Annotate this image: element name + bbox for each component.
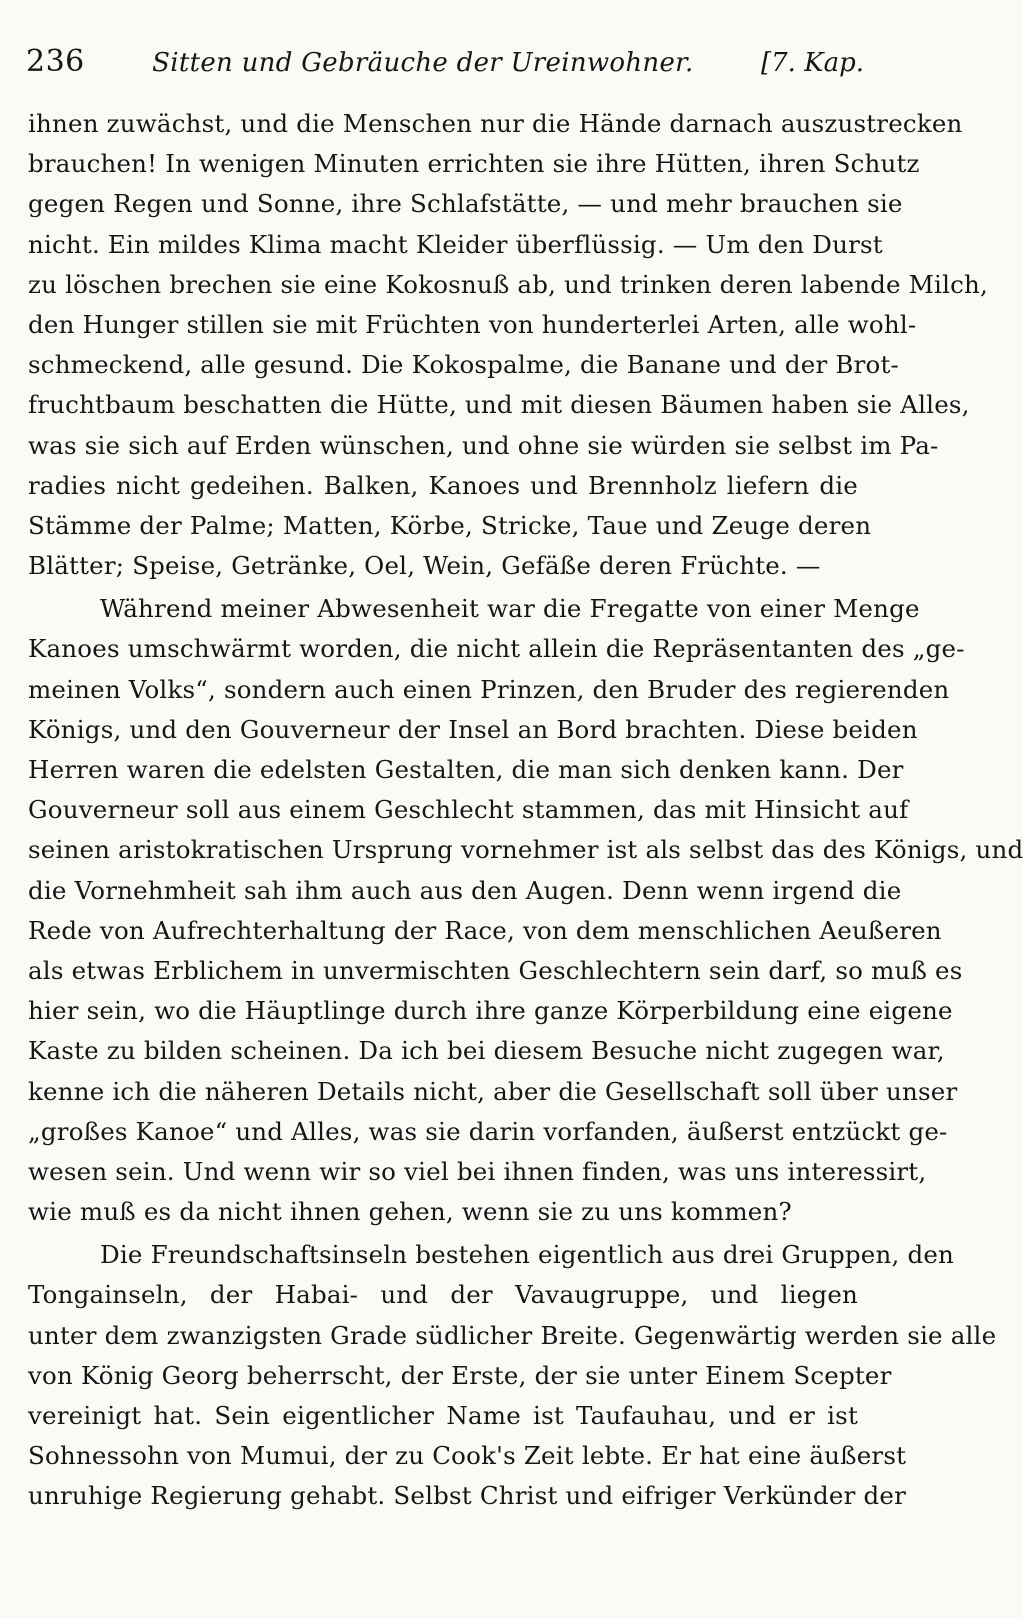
page-number: 236: [26, 44, 85, 79]
text-line: Kaste zu bilden scheinen. Da ich bei diesem Besuche nicht zugegen war,: [28, 1036, 945, 1066]
text-line: zu löschen brechen sie eine Kokosnuß ab, und trinken deren labende Milch,: [28, 269, 988, 299]
text-line: Tongainseln, der Habai- und der Vavaugruppe, und liegen: [28, 1280, 858, 1310]
text-line: ihnen zuwächst, und die Menschen nur die Hände darnach auszustrecken: [28, 109, 963, 138]
page-header: [26, 44, 864, 88]
body-text: [28, 104, 1023, 1517]
text-line: Herren waren die edelsten Gestalten, die man sich denken kann. Der: [28, 755, 904, 784]
text-line: kenne ich die näheren Details nicht, aber die Gesellschaft soll über unser: [28, 1076, 958, 1106]
text-line: „großes Kanoe“ und Alles, was sie darin vorfanden, äußerst entzückt ge-: [28, 1116, 948, 1146]
text-line: Stämme der Palme; Matten, Körbe, Stricke, Taue und Zeuge deren: [28, 510, 872, 540]
running-title: Sitten und Gebräuche der Ureinwohner.: [152, 48, 694, 78]
text-line: gegen Regen und Sonne, ihre Schlafstätte, — und mehr brauchen sie: [28, 189, 903, 219]
chapter-label: [7. Kap.: [760, 48, 864, 78]
text-line: als etwas Erblichem in unvermischten Geschlechtern sein darf, so muß es: [28, 955, 963, 985]
text-line: Sohnessohn von Mumui, der zu Cook's Zeit lebte. Er hat eine äußerst: [28, 1441, 907, 1471]
text-line: den Hunger stillen sie mit Früchten von hunderterlei Arten, alle wohl-: [28, 309, 917, 339]
text-line: wesen sein. Und wenn wir so viel bei ihnen finden, was uns interessirt,: [28, 1156, 927, 1186]
text-line: Königs, und den Gouverneur der Insel an Bord brachten. Diese beiden: [28, 714, 918, 744]
text-line: fruchtbaum beschatten die Hütte, und mit diesen Bäumen haben sie Alles,: [28, 390, 970, 420]
text-line: vereinigt hat. Sein eigentlicher Name ist Taufauhau, und er ist: [28, 1401, 858, 1430]
text-line: von König Georg beherrscht, der Erste, der sie unter Einem Scepter: [28, 1360, 892, 1390]
text-line: radies nicht gedeihen. Balken, Kanoes und Brennholz liefern die: [28, 470, 858, 500]
text-line: Während meiner Abwesenheit war die Fregatte von einer Menge: [100, 594, 920, 624]
paragraph: [28, 589, 1023, 1232]
text-line: hier sein, wo die Häuptlinge durch ihre ganze Körperbildung eine eigene: [28, 996, 953, 1026]
text-line: unruhige Regierung gehabt. Selbst Christ und eifriger Verkünder der: [28, 1481, 906, 1511]
text-line: Kanoes umschwärmt worden, die nicht allein die Repräsentanten des „ge-: [28, 634, 965, 664]
text-line: die Vornehmheit sah ihm auch aus den Augen. Denn wenn irgend die: [28, 875, 902, 905]
text-line: Blätter; Speise, Getränke, Oel, Wein, Gefäße deren Früchte. —: [28, 551, 821, 581]
text-line: Gouverneur soll aus einem Geschlecht stammen, das mit Hinsicht auf: [28, 795, 909, 825]
text-line: unter dem zwanzigsten Grade südlicher Breite. Gegenwärtig werden sie alle: [28, 1320, 997, 1350]
text-line: nicht. Ein mildes Klima macht Kleider überflüssig. — Um den Durst: [28, 229, 883, 259]
text-line: Die Freundschaftsinseln bestehen eigentlich aus drei Gruppen, den: [100, 1240, 955, 1270]
paragraph: [28, 104, 988, 586]
text-line: wie muß es da nicht ihnen gehen, wenn sie zu uns kommen?: [28, 1197, 792, 1227]
text-line: seinen aristokratischen Ursprung vornehmer ist als selbst das des Königs, und: [28, 835, 1023, 865]
text-line: was sie sich auf Erden wünschen, und ohne sie würden sie selbst im Pa-: [28, 430, 939, 460]
text-line: Rede von Aufrechterhaltung der Race, von dem menschlichen Aeußeren: [28, 915, 942, 945]
text-line: schmeckend, alle gesund. Die Kokospalme, die Banane und der Brot-: [28, 350, 899, 380]
text-line: brauchen! In wenigen Minuten errichten sie ihre Hütten, ihren Schutz: [28, 149, 920, 179]
paragraph: [28, 1235, 997, 1516]
text-line: meinen Volks“, sondern auch einen Prinzen, den Bruder des regierenden: [28, 674, 950, 704]
